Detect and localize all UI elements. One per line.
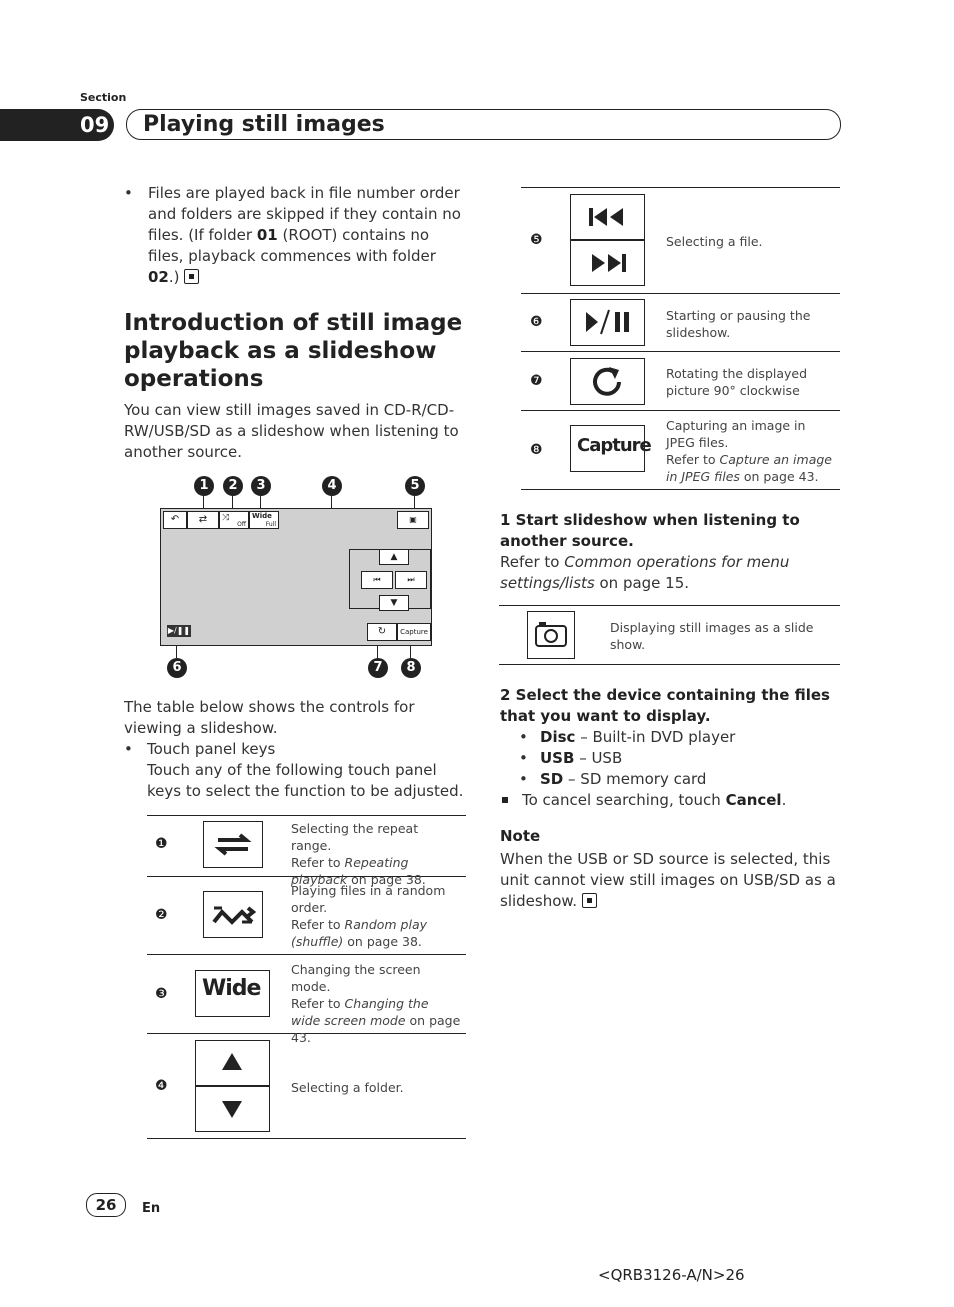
shuffle-icon [203,891,263,938]
return-icon: ↶ [163,511,187,529]
row8-text: Capturing an image in JPEG files. Refer to Capture an image in JPEG files on page 43. [666,418,832,484]
previous-file-icon [570,194,645,240]
row5-text: Selecting a file. [666,234,763,249]
mock-rotate-icon: ↻ [367,623,397,641]
row7-number: ❼ [530,373,543,389]
folder-down-icon [195,1086,270,1132]
next-file-icon [570,240,645,286]
cancel-note: To cancel searching, touch Cancel. [500,790,835,811]
mock-folder-up: ▲ [379,549,409,565]
callout-5: 5 [405,476,425,496]
camera-text: Displaying still images as a slide show. [610,620,814,652]
play-pause-icon [570,299,645,346]
device-disc: • Disc – Built-in DVD player [519,728,736,746]
folder-up-icon [195,1040,270,1086]
step1-title: 1 Start slideshow when listening to another source. [500,511,800,550]
folder-01: 01 [256,226,278,244]
row1-number: ❶ [155,836,168,852]
row6-text: Starting or pausing the slideshow. [666,308,811,340]
mock-capture: Capture [397,623,431,641]
mock-repeat-icon: ⇄ [187,511,219,529]
callout-2: 2 [223,476,243,496]
intro-heading: Introduction of still image playback as a slideshow operations [124,310,463,392]
device-sd: • SD – SD memory card [519,770,707,788]
row4-number: ❹ [155,1078,168,1094]
callout-8: 8 [401,658,421,678]
mock-menu-icon: ▣ [397,511,429,529]
device-list [500,727,835,811]
capture-icon: Capture [570,425,645,472]
mock-prev: ⏮ [361,571,393,589]
row8-number: ❽ [530,442,543,458]
row5-number: ❺ [530,232,543,248]
table-intro: The table below shows the controls for viewing a slideshow. [124,698,415,737]
section-title-box [126,109,841,140]
callout-6: 6 [167,658,187,678]
callout-4: 4 [322,476,342,496]
row1-text: Selecting the repeat range. Refer to Repeating playback on page 38. [291,821,426,887]
callout-1: 1 [194,476,214,496]
note-end-mark-icon [582,893,597,908]
intro-bullet: • Files are played back in file number order and folders are skipped if they contain no files. (If folder 01 (ROOT) contains no files, playback commences with folder 02.) [124,184,461,286]
screen-mockup [160,508,432,646]
touch-para: Touch any of the following touch panel keys to select the function to be adjusted. [147,761,464,800]
device-usb: • USB – USB [519,749,623,767]
section-label: Section [80,91,127,104]
mock-wide-button: Wide Full [249,511,279,529]
repeat-icon [203,821,263,868]
row4-text: Selecting a folder. [291,1080,404,1095]
end-mark-icon [184,269,199,284]
intro-text-2: (ROOT) contains no files, playback commences with folder [148,226,436,265]
document-code: <QRB3126-A/N>26 [598,1266,745,1284]
row2-text: Playing files in a random order. Refer to Random play (shuffle) on page 38. [291,883,446,949]
row3-number: ❸ [155,986,168,1002]
language-label: En [142,1201,161,1216]
step2-title: 2 Select the device containing the files that you want to display. [500,686,830,725]
row3-text: Changing the screen mode. Refer to Changing the wide screen mode on page 43. [291,962,461,1045]
mock-folder-down: ▼ [379,595,409,611]
section-title: Playing still images [143,112,385,137]
row6-number: ❻ [530,314,543,330]
mock-next: ⏭ [395,571,427,589]
camera-icon [527,611,575,659]
folder-02: 02 [148,268,169,286]
touch-bullet: • Touch panel keys Touch any of the following touch panel keys to select the function to be adjusted. [124,739,469,802]
touch-bullet-text: Touch panel keys [147,740,276,758]
intro-text-1: Files are played back in file number order and folders are skipped if they contain no files. (If folder [148,184,461,244]
row7-text: Rotating the displayed picture 90° clockwise [666,366,808,398]
row2-number: ❷ [155,907,168,923]
section-number-badge [0,109,114,141]
mock-play-pause: ▶/❚❚ [167,626,191,635]
note-text: When the USB or SD source is selected, this unit cannot view still images on USB/SD as a slideshow. [500,850,836,910]
note-title: Note [500,827,541,845]
wide-icon: Wide [195,970,270,1017]
step1-ref: Refer to Common operations for menu settings/lists on page 15. [500,553,790,592]
section-number: 09 [80,113,110,137]
intro-text-3: .) [168,268,180,286]
intro-paragraph: You can view still images saved in CD-R/CD-RW/USB/SD as a slideshow when listening to another source. [124,401,459,461]
page-number: 26 [86,1193,126,1217]
rotate-icon [570,358,645,405]
mock-shuffle-icon: ⤨ Off [219,511,249,529]
callout-3: 3 [251,476,271,496]
callout-7: 7 [368,658,388,678]
